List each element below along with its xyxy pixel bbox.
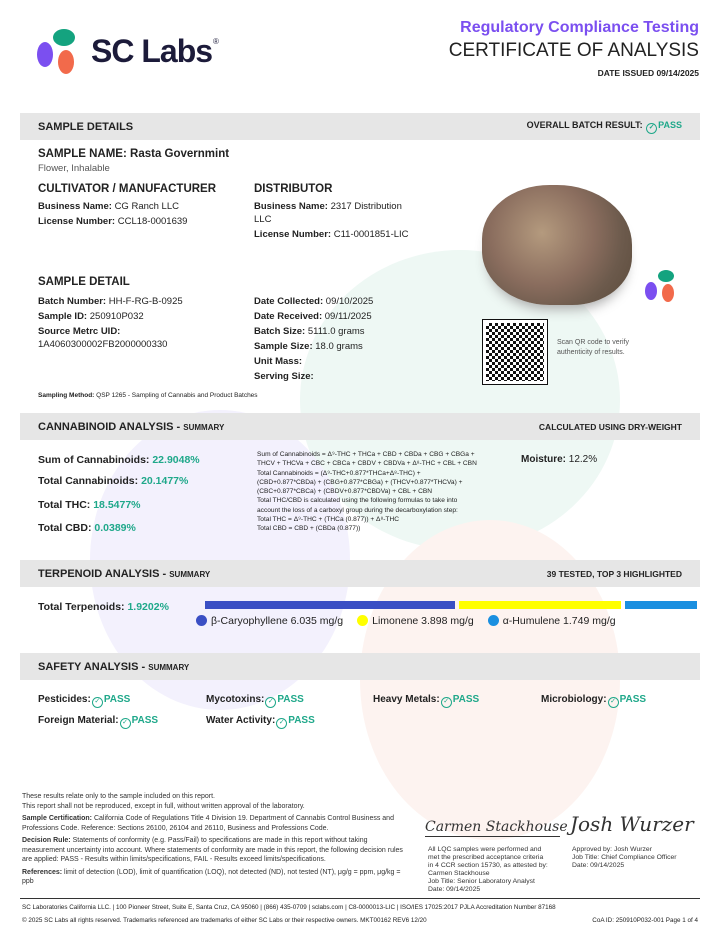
formula-line: account the loss of a carboxyl group during the decarboxylation step: [257, 506, 458, 514]
distributor-license-row [254, 228, 419, 241]
footer-notes [22, 792, 410, 890]
check-icon: ✓ [120, 718, 131, 729]
distributor-business: 2317 Distribution LLC [254, 201, 402, 225]
label: Date Received: [254, 311, 323, 322]
check-icon: ✓ [265, 697, 276, 708]
terpene-bar-segment [459, 601, 621, 609]
logo-mark-small [645, 270, 685, 310]
attestation-line: in 4 CCR section 15730, as attested by: [428, 862, 548, 869]
safety-result: PASS [277, 694, 304, 705]
signature-carmen: Carmen Stackhouse [425, 819, 568, 835]
label: Date Collected: [254, 296, 324, 307]
section-title [38, 661, 189, 673]
check-icon: ✓ [608, 697, 619, 708]
attestation-line: met the prescribed acceptance criteria [428, 854, 544, 861]
terpene-bar [205, 601, 697, 609]
logo-mark-small-orange [662, 284, 674, 302]
safety-label: Mycotoxins: [206, 694, 265, 705]
total-thc: 18.5477% [93, 499, 141, 511]
header-subtitle: Regulatory Compliance Testing [460, 19, 699, 36]
footer-note-1: These results relate only to the sample included on this report. [22, 793, 215, 800]
serving-size-row [254, 370, 454, 383]
total-row [38, 474, 188, 488]
cbd-row [38, 521, 136, 535]
cultivator-license-row [38, 215, 238, 228]
color-dot-icon [357, 615, 368, 626]
terpene-legend-item [488, 614, 616, 628]
terpene-legend-item [196, 614, 343, 628]
references: limit of detection (LOD), limit of quantification (LOQ), not detected (ND), not tested (NT), μg/g = ppm, μg/kg = ppb [22, 868, 401, 885]
date-collected-row [254, 295, 454, 308]
formula-line: (CBC+0.877*CBCa) + (CBDV+0.877*CBDVa) + CBL + CBN [257, 488, 432, 496]
date-collected: 09/10/2025 [325, 296, 374, 307]
batch-number: HH-F-RG-B-0925 [108, 296, 183, 307]
safety-item [38, 714, 158, 729]
label: Moisture: [521, 454, 566, 465]
safety-item [206, 693, 304, 708]
sum-row [38, 453, 200, 467]
decision-rule: Statements of conformity (e.g. Pass/Fail) to specifications are made in this report without taking measurement uncertainty into account. Where statements of conformity are made in this report, the following decision rules are applied: PASS - Results within limits/specifications, FAIL - Results exceed limits/specifications. [22, 837, 403, 863]
label: Sample ID: [38, 311, 88, 322]
title-text: TERPENOID ANALYSIS - [38, 567, 167, 580]
total-terpenoids-row [38, 600, 169, 614]
logo-mark-small-purple [645, 282, 657, 300]
thc-row [38, 498, 141, 512]
section-title [38, 568, 210, 580]
label: Sum of Cannabinoids: [38, 454, 150, 466]
safety-label: Microbiology: [541, 694, 607, 705]
footer-address: SC Laboratories California LLC. | 100 Pioneer Street, Suite E, Santa Cruz, CA 95060 | (866) 435-0709 | sclabs.com | C8-0000013-LIC | ISO/IES 17025:2017 PJLA Accreditation Number 87168 [22, 904, 556, 911]
cannabinoid-formulas [257, 450, 512, 534]
distributor-title: DISTRIBUTOR [254, 183, 333, 195]
references-row [22, 868, 410, 887]
brand-wordmark [91, 33, 219, 70]
safety-item [541, 693, 646, 708]
label: Batch Size: [254, 326, 306, 337]
sample-detail-right [254, 295, 454, 385]
brand-name: SC Labs [91, 33, 213, 69]
label: License Number: [254, 229, 332, 240]
label: License Number: [38, 216, 116, 227]
decision-rule-row [22, 836, 410, 865]
approval-line: Approved by: Josh Wurzer [572, 846, 652, 853]
moisture: 12.2% [568, 454, 598, 465]
terpene-legend-item [357, 614, 474, 628]
title-small: SUMMARY [183, 422, 225, 432]
document-title: CERTIFICATE OF ANALYSIS [448, 40, 699, 61]
metrc-uid: 1A4060300002FB2000000330 [38, 339, 168, 350]
check-icon: ✓ [92, 697, 103, 708]
label: Total Terpenoids: [38, 601, 125, 613]
attestation-line: Date: 09/14/2025 [428, 886, 481, 893]
moisture-row [521, 453, 597, 467]
color-dot-icon [488, 615, 499, 626]
safety-result: PASS [619, 694, 647, 705]
approval-block [572, 846, 677, 870]
label: Sample Certification: [22, 815, 93, 822]
attestation-line: All LQC samples were performed and [428, 846, 542, 853]
dry-weight-note: CALCULATED USING DRY-WEIGHT [538, 421, 682, 432]
date-issued: DATE ISSUED 09/14/2025 [597, 68, 699, 78]
analyst-attestation [428, 846, 548, 894]
batch-result-label: OVERALL BATCH RESULT: [526, 119, 643, 130]
label: Business Name: [38, 201, 112, 212]
sample-name [38, 147, 229, 161]
safety-result: PASS [131, 715, 159, 726]
terpene-bar-segment [625, 601, 697, 609]
logo [36, 28, 246, 83]
logo-mark-purple [37, 42, 53, 67]
cultivator-business-row [38, 200, 238, 213]
distributor-business-row [254, 200, 419, 226]
total-cbd: 0.0389% [94, 522, 136, 534]
safety-label: Water Activity: [206, 715, 276, 726]
label: Batch Number: [38, 296, 107, 307]
formula-line: (CBD+0.877*CBDa) + (CBG+0.877*CBGa) + (THCV+0.877*THCVa) + [257, 478, 463, 486]
logo-mark-green [53, 29, 75, 46]
title-text: SAFETY ANALYSIS - [38, 660, 146, 673]
sample-name-label: SAMPLE NAME: [38, 148, 127, 160]
label: Sampling Method: [38, 392, 95, 399]
distributor-license: C11-0001851-LIC [333, 229, 409, 240]
attestation-line: Job Title: Senior Laboratory Analyst [428, 878, 535, 885]
label: Decision Rule: [22, 837, 71, 844]
check-icon: ✓ [276, 718, 287, 729]
sample-size: 18.0 grams [315, 341, 363, 352]
distributor-block [254, 183, 419, 243]
logo-mark-small-green [658, 270, 674, 282]
formula-line: Total THC = Δ⁹-THC + (THCa (0.877)) + Δ⁸-THC [257, 516, 399, 524]
color-dot-icon [196, 615, 207, 626]
footer-copyright: © 2025 SC Labs all rights reserved. Trademarks referenced are trademarks of either SC Labs or their respective owners. MKT00162 REV6 12/20 [22, 917, 427, 924]
approval-line: Job Title: Chief Compliance Officer [572, 854, 677, 861]
sample-size-row [254, 340, 454, 353]
sample-id: 250910P032 [89, 311, 144, 322]
terpene-bar-segment [205, 601, 455, 609]
title-small: SUMMARY [169, 569, 211, 579]
total-cannabinoids: 20.1477% [141, 475, 189, 487]
logo-mark-orange [58, 50, 74, 74]
sampling-method: QSP 1265 - Sampling of Cannabis and Product Batches [96, 392, 258, 399]
terpenes-tested-note: 39 TESTED, TOP 3 HIGHLIGHTED [546, 568, 682, 579]
cannabinoid-header [20, 413, 700, 440]
date-received-row [254, 310, 454, 323]
section-title: SAMPLE DETAILS [38, 120, 134, 133]
cultivator-block [38, 183, 238, 230]
label: Total CBD: [38, 522, 92, 534]
safety-header [20, 653, 700, 680]
sum-cannabinoids: 22.9048% [152, 454, 200, 466]
label: Source Metrc UID: [38, 326, 121, 337]
terpenoid-header [20, 560, 700, 587]
safety-item [206, 714, 315, 729]
qr-code[interactable] [483, 320, 547, 384]
batch-size: 5111.0 grams [307, 326, 365, 337]
terpene-name: β-Caryophyllene 6.035 mg/g [211, 615, 344, 627]
safety-item [373, 693, 479, 708]
sample-detail-title: SAMPLE DETAIL [38, 276, 130, 288]
cultivator-license: CCL18-0001639 [117, 216, 188, 227]
label: Total Cannabinoids: [38, 475, 139, 487]
approval-line: Date: 09/14/2025 [572, 862, 625, 869]
formula-line: Sum of Cannabinoids = Δ⁹-THC + THCa + CBD + CBDa + CBG + CBGa + [257, 451, 475, 458]
check-icon: ✓ [646, 123, 657, 134]
sample-certification-row [22, 814, 410, 833]
safety-item [38, 693, 130, 708]
formula-line: Total THC/CBD is calculated using the following formulas to take into [257, 497, 458, 505]
label: Sample Size: [254, 341, 313, 352]
product-image [482, 185, 632, 305]
signature-josh: Josh Wurzer [570, 812, 694, 836]
sample-certification: California Code of Regulations Title 4 Division 19. Department of Cannabis Control Business and Professions Code. Reference: Sections 26100, 26104 and 26110, Business and Professions Code. [22, 815, 394, 832]
sample-id-row [38, 310, 238, 323]
title-small: SUMMARY [148, 662, 190, 672]
label: Business Name: [254, 201, 328, 212]
sample-details-header [20, 113, 700, 140]
total-terpenoids: 1.9202% [127, 601, 169, 613]
check-icon: ✓ [441, 697, 452, 708]
sampling-method-row [38, 391, 258, 400]
coa-id-page: CoA ID: 250910P032-001 Page 1 of 4 [592, 917, 698, 924]
footer-note-2: This report shall not be reproduced, except in full, without written approval of the laboratory. [22, 802, 305, 810]
section-title [38, 421, 224, 433]
cultivator-title: CULTIVATOR / MANUFACTURER [38, 183, 217, 195]
title-text: CANNABINOID ANALYSIS - [38, 420, 181, 433]
date-received: 09/11/2025 [324, 311, 372, 322]
safety-label: Pesticides: [38, 694, 91, 705]
formula-line: Total CBD = CBD + (CBDa (0.877)) [257, 525, 361, 533]
registered-mark: ® [213, 37, 219, 46]
attestation-line: Carmen Stackhouse [428, 870, 490, 877]
cultivator-business: CG Ranch LLC [114, 201, 179, 212]
terpene-name: α-Humulene 1.749 mg/g [502, 615, 616, 627]
label: Total THC: [38, 499, 91, 511]
sample-category: Flower, Inhalable [38, 163, 110, 174]
batch-result-value: PASS [658, 119, 682, 130]
label: References: [22, 868, 63, 876]
batch-number-row [38, 295, 238, 308]
unit-mass-row [254, 355, 454, 368]
safety-result: PASS [103, 694, 131, 705]
safety-result: PASS [452, 694, 480, 705]
serving-size-label: Serving Size: [254, 371, 314, 382]
unit-mass-label: Unit Mass: [254, 356, 303, 367]
overall-batch-result [527, 120, 682, 134]
formula-line: Total Cannabinoids = (Δ⁹-THC+0.877*THCa+Δ⁸-THC) + [257, 469, 421, 477]
terpene-legend [196, 614, 616, 628]
safety-label: Foreign Material: [38, 715, 119, 726]
qr-caption: Scan QR code to verify authenticity of results. [557, 339, 629, 356]
metrc-row [38, 325, 238, 351]
sample-detail-left [38, 276, 238, 353]
footer-divider [20, 898, 700, 899]
sample-name-value: Rasta Governmint [130, 148, 230, 160]
terpene-name: Limonene 3.898 mg/g [372, 615, 474, 627]
safety-result: PASS [288, 715, 315, 726]
safety-label: Heavy Metals: [373, 694, 440, 705]
batch-size-row [254, 325, 454, 338]
formula-line: THCV + THCVa + CBC + CBCa + CBDV + CBDVa + Δ⁸-THC + CBL + CBN [257, 460, 477, 468]
